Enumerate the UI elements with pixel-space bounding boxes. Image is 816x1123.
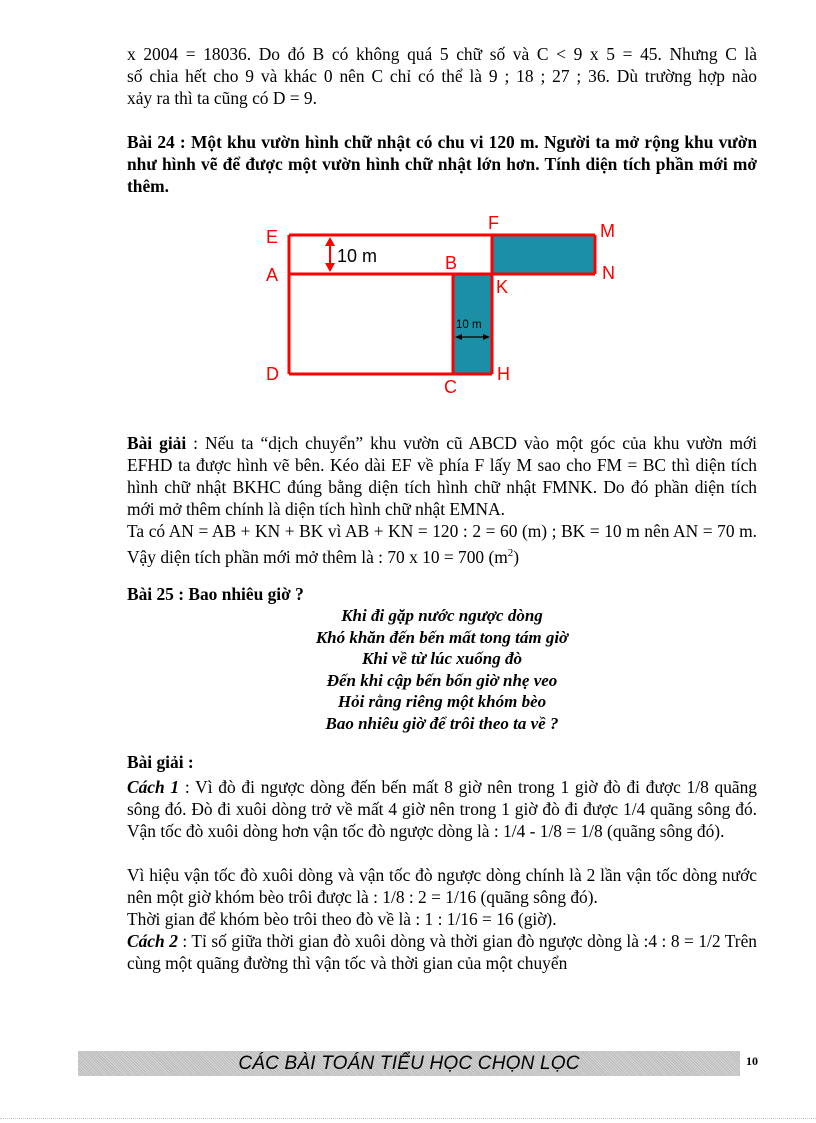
poem-line-4: Đến khi cập bến bốn giờ nhẹ veo: [326, 670, 558, 690]
bai24-solution2-sup: 2: [507, 547, 514, 559]
point-label-f: F: [488, 213, 499, 233]
point-label-b: B: [445, 253, 458, 273]
poem-line-5: Hỏi rằng riêng một khóm bèo: [337, 692, 547, 711]
bai25-title: Bài 25 : Bao nhiêu giờ ?: [127, 584, 304, 604]
intro-line-1: x 2004 = 18036. Do đó B có không quá 5 chữ số và C < 9 x 5 = 45. Nhưng C là: [127, 44, 757, 64]
arrowhead-up: [325, 237, 335, 246]
poem-line-2: Khó khăn đến bến mất tong tám giờ: [315, 627, 569, 647]
cach2-label: Cách 2: [127, 931, 178, 951]
bai24-solution: [127, 432, 757, 520]
page-bottom-dotted-line: [0, 1118, 816, 1120]
dim-label-top: 10 m: [337, 246, 378, 266]
cach1-label: Cách 1: [127, 777, 180, 797]
arrowhead-down: [325, 263, 335, 272]
point-label-m: M: [600, 221, 615, 241]
point-label-c: C: [444, 377, 457, 397]
footer-title: CÁC BÀI TOÁN TIỂU HỌC CHỌN LỌC: [238, 1052, 580, 1074]
bai24-title: Bài 24 :: [127, 132, 186, 152]
bai25-cach1-b: Vì hiệu vận tốc đò xuôi dòng và vận tốc đò ngược dòng chính là 2 lần vận tốc dòng nước nên một giờ khóm bèo trôi được là : 1/8 : 2 = 1/16 (quãng sông đó).: [127, 865, 757, 907]
intro-paragraph: [127, 43, 757, 109]
bai24-solution-text: : Nếu ta “dịch chuyển” khu vườn cũ ABCD vào một góc của khu vườn mới EFHD ta được hình vẽ bên. Kéo dài EF về phía F lấy M sao cho FM = BC thì diện tích hình chữ nhật BKHC đúng bằng diện tích hình chữ nhật FMNK. Do đó phần diện tích mới mở thêm chính là diện tích hình chữ nhật EMNA.: [127, 433, 757, 519]
garden-figure: [255, 212, 635, 402]
dim-label-vertical: 10 m: [456, 319, 482, 331]
bai25-cach1: [127, 776, 757, 842]
intro-line-3: xảy ra thì ta cũng có D = 9.: [127, 88, 317, 108]
footer-bar: [78, 1051, 740, 1076]
point-label-d: D: [266, 364, 279, 384]
poem-line-3: Khi về từ lúc xuống đò: [362, 649, 522, 668]
point-label-e: E: [266, 227, 279, 247]
intro-line-2: số chia hết cho 9 và khác 0 nên C chỉ có thể là 9 ; 18 ; 27 ; 36. Dù trường hợp nào: [127, 66, 757, 86]
point-label-a: A: [266, 265, 279, 285]
bai24-problem-text: Một khu vườn hình chữ nhật có chu vi 120 m. Người ta mở rộng khu vườn như hình vẽ để được một vườn hình chữ nhật lớn hơn. Tính diện tích phần mới mở thêm.: [127, 132, 757, 196]
poem-line-6: Bao nhiêu giờ để trôi theo ta về ?: [325, 713, 559, 733]
point-label-h: H: [497, 364, 510, 384]
cach1-text: : Vì đò đi ngược dòng đến bến mất 8 giờ nên trong 1 giờ đò đi được 1/8 quãng sông đó. Đò đi xuôi dòng trở về mất 4 giờ nên trong 1 giờ đò đi được 1/4 quãng sông đó. Vận tốc đò xuôi dòng hơn vận tốc đò ngược dòng là : 1/4 - 1/8 = 1/8 (quãng sông đó).: [127, 777, 758, 841]
point-label-n: N: [602, 263, 615, 283]
page-number: 10: [746, 1054, 758, 1068]
bai25-cach2: [127, 930, 757, 974]
region-fmnk: [492, 235, 595, 274]
bai24-solution2-text: Ta có AN = AB + KN + BK vì AB + KN = 120 : 2 = 60 (m) ; BK = 10 m nên AN = 70 m. Vậy diện tích phần mới mở thêm là : 70 x 10 = 700 (m: [127, 521, 757, 567]
bai25-cach1-c: Thời gian để khóm bèo trôi theo đò về là : 1 : 1/16 = 16 (giờ).: [127, 909, 557, 929]
bai24-solution2-end: ): [513, 546, 520, 567]
bai24-solution-2: [127, 520, 757, 568]
bai25-poem: [127, 605, 757, 734]
bai25-solution-label: Bài giải :: [127, 752, 194, 772]
point-label-k: K: [496, 277, 509, 297]
poem-line-1: Khi đi gặp nước ngược dòng: [341, 606, 543, 625]
bai24-problem: [127, 131, 757, 197]
bai24-solution-label: Bài giải: [127, 433, 187, 453]
cach2-text: : Tỉ số giữa thời gian đò xuôi dòng và thời gian đò ngược dòng là :4 : 8 = 1/2 Trên cùng một quãng đường thì vận tốc và thời gian của một chuyển: [127, 931, 757, 973]
